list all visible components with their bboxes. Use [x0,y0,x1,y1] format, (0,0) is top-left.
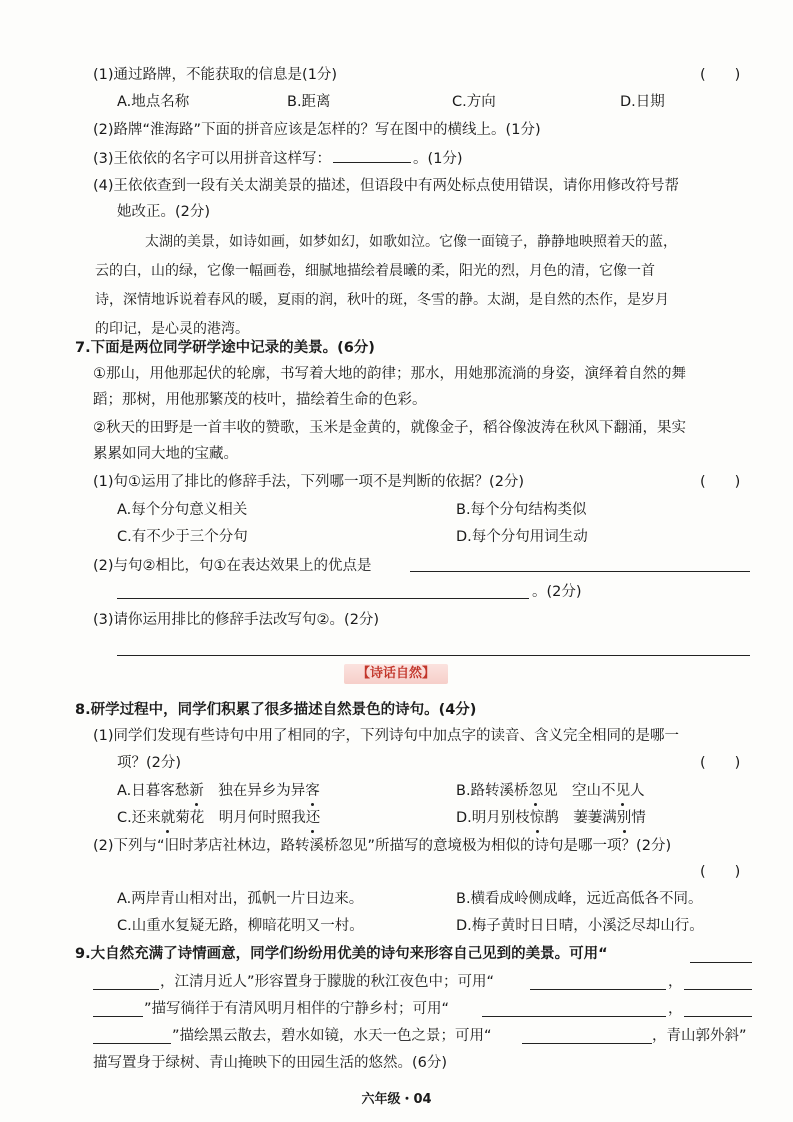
q9-blank-4[interactable] [482,1016,666,1017]
dotted-char: 见 [615,783,631,799]
q6-1-option-d[interactable]: D.日期 [620,94,665,110]
q6-4-stem-line2: 她改正。(2分) [117,204,211,220]
q7-2-answer-line[interactable] [117,598,529,599]
q9-line2: ，江清月近人”形容置身于朦胧的秋江夜色中；可用“ [160,974,495,990]
q7-sentence2-line2: 累累如同大地的宝藏。 [93,446,238,462]
q6-4-stem-line1: (4)王依依查到一段有关太湖美景的描述，但语段中有两处标点使用错误，请你用修改符号帮 [93,178,680,194]
q9-line1: 9.大自然充满了诗情画意，同学们纷纷用优美的诗句来形容自己见到的美景。可用“ [75,946,608,962]
q9-line4: ”描绘黑云散去，碧水如镜，水天一色之景；可用“ [172,1028,492,1044]
option-text: D.明月别枝 [456,810,530,826]
q9-blank-6[interactable] [522,1043,652,1044]
q7-2-score: 。(2分) [532,584,582,600]
q8-1-option-c[interactable] [117,808,320,828]
dotted-char: 忽 [528,783,544,799]
q9-blank-1[interactable] [690,962,752,963]
q6-3-text: (3)王依依的名字可以用拼音这样写： [93,151,332,167]
q8-1-option-b[interactable] [456,781,645,801]
q7-sentence1-line2: 蹈；那树，用他那繁茂的枝叶，描绘着生命的色彩。 [93,392,427,408]
q6-3-stem [93,148,463,169]
option-text: C.还来 [117,810,161,826]
q7-1-option-d[interactable]: D.每个分句用词生动 [456,529,588,545]
q6-3-answer-blank[interactable] [333,148,411,163]
q6-1-option-b[interactable]: B.距离 [287,94,331,110]
q6-1-stem: (1)通过路牌，不能获取的信息是(1分) [93,67,338,83]
q7-3-stem: (3)请你运用排比的修辞手法改写句②。(2分) [93,612,380,628]
option-text: A.日暮客愁 [117,783,190,799]
q7-2-stem: (2)与句②相比，句①在表达效果上的优点是 [93,558,372,574]
q8-title: 8.研学过程中，同学们积累了很多描述自然景色的诗句。(4分) [75,702,477,718]
passage-line: 的印记，是心灵的港湾。 [95,321,249,337]
q9-line5: 描写置身于绿树、青山掩映下的田园生活的悠然。(6分) [93,1055,448,1071]
q8-1-option-d[interactable] [456,808,646,828]
dotted-char: 惊 [529,810,545,826]
q9-blank-2[interactable] [530,989,666,990]
dotted-char: 还 [305,810,321,826]
q9-line4-end: ，青山郭外斜” [652,1028,747,1044]
q7-1-stem: (1)句①运用了排比的修辞手法，下列哪一项不是判断的依据？(2分) [93,474,525,490]
passage-line: 云的白，山的绿，它像一幅画卷，细腻地描绘着晨曦的柔，阳光的烈，月色的清，它像一首 [95,263,655,279]
option-text: 人 [630,783,645,799]
q6-1-answer-paren[interactable]: ( ) [700,67,741,83]
q7-3-answer-line[interactable] [117,655,750,656]
q8-2-option-d[interactable]: D.梅子黄时日日晴，小溪泛尽却山行。 [456,918,704,934]
q8-1-stem-line2: 项？(2分) [117,755,182,771]
q7-1-option-a[interactable]: A.每个分句意义相关 [117,502,248,518]
q8-2-answer-paren[interactable]: ( ) [700,864,741,880]
q7-1-option-c[interactable]: C.有不少于三个分句 [117,529,248,545]
option-text: 菊花 明月何时照我 [175,810,306,826]
q7-1-answer-paren[interactable]: ( ) [700,474,741,490]
q9-comma: ， [668,1001,683,1017]
q9-blank-5b[interactable] [93,1043,171,1044]
q6-1-option-c[interactable]: C.方向 [452,94,496,110]
dotted-char: 别 [616,810,632,826]
option-text: 鹊 萋萋满 [544,810,617,826]
taihu-passage [95,228,757,344]
passage-line: 太湖的美景，如诗如画，如梦如幻，如歌如泣。它像一面镜子，静静地映照着天的蓝， [145,234,677,250]
q9-blank-1b[interactable] [93,989,159,990]
dotted-char: 客 [305,783,320,799]
q8-2-stem: (2)下列与“旧时茅店社林边，路转溪桥忽见”所描写的意境极为相似的诗句是哪一项？(2分) [93,838,672,854]
q9-line3: ”描写徜徉于有清风明月相伴的宁静乡村；可用“ [144,1001,450,1017]
q6-3-score: 。(1分) [413,151,463,167]
q8-2-option-b[interactable]: B.横看成岭侧成峰，远近高低各不同。 [456,891,703,907]
option-text: 见 空山不 [543,783,616,799]
passage-line: 诗，深情地诉说着春风的暖，夏雨的润，秋叶的斑，冬雪的静。太湖，是自然的杰作，是岁月 [95,292,669,308]
q8-2-option-a[interactable]: A.两岸青山相对出，孤帆一片日边来。 [117,891,364,907]
q7-1-option-b[interactable]: B.每个分句结构类似 [456,502,587,518]
q7-2-answer-line[interactable] [410,571,750,572]
q8-1-answer-paren[interactable]: ( ) [700,755,741,771]
page-footer: 六年级・04 [361,1092,432,1107]
q7-title: 7.下面是两位同学研学途中记录的美景。(6分) [75,340,375,356]
q9-blank-5[interactable] [684,1016,752,1017]
q6-2-stem: (2)路牌“淮海路”下面的拼音应该是怎样的？写在图中的横线上。(1分) [93,122,541,138]
section-label-poetry-nature: 【诗话自然】 [344,664,448,684]
q8-1-stem-line1: (1)同学们发现有些诗句中用了相同的字，下列诗句中加点字的读音、含义完全相同的是哪一 [93,728,680,744]
q6-1-option-a[interactable]: A.地点名称 [117,94,190,110]
dotted-char: 新 [189,783,204,799]
option-text: B.路转溪桥 [456,783,529,799]
option-text: 情 [631,810,646,826]
q7-sentence1-line1: ①那山，用他那起伏的轮廓，书写着大地的韵律；那水，用她那流淌的身姿，演绎着自然的舞 [93,366,686,382]
option-text: 独在异乡为异 [203,783,306,799]
q9-blank-3b[interactable] [93,1016,143,1017]
dotted-char: 就 [160,810,176,826]
q8-1-option-a[interactable] [117,781,320,801]
q7-sentence2-line1: ②秋天的田野是一首丰收的赞歌，玉米是金黄的，就像金子，稻谷像波涛在秋风下翻涌，果实 [93,420,686,436]
q9-blank-3[interactable] [684,989,752,990]
q9-comma: ， [668,974,683,990]
q8-2-option-c[interactable]: C.山重水复疑无路，柳暗花明又一村。 [117,918,364,934]
